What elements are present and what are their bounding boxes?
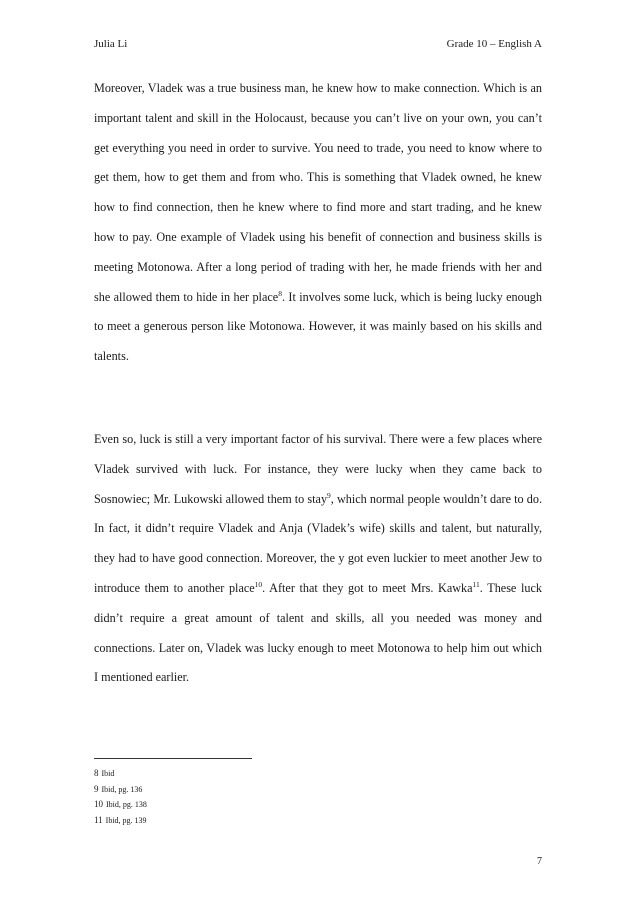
footnote-11 bbox=[94, 813, 147, 829]
footnote-number: 10 bbox=[94, 799, 103, 809]
footnote-ref-10: 10 bbox=[254, 579, 263, 589]
footnote-text: Ibid bbox=[101, 769, 115, 778]
body-paragraph-2 bbox=[94, 425, 542, 693]
footnote-10 bbox=[94, 797, 147, 813]
footnote-number: 8 bbox=[94, 768, 99, 778]
footnote-separator bbox=[94, 758, 252, 759]
footnote-ref-11: 11 bbox=[472, 579, 480, 589]
paragraph-text: . These luck didn’t require a great amount of talent and skills, all you needed was money and connections. Later on, Vladek was lucky enough to meet Motonowa to help him out which I mentioned earlier. bbox=[94, 580, 542, 685]
paragraph-text: . After that they got to meet Mrs. Kawka bbox=[262, 580, 473, 595]
footnote-9 bbox=[94, 782, 147, 798]
page-number: 7 bbox=[537, 856, 542, 867]
header-course: Grade 10 – English A bbox=[446, 38, 542, 50]
header-author: Julia Li bbox=[94, 38, 128, 50]
footnotes bbox=[94, 766, 147, 828]
paragraph-text: Even so, luck is still a very important factor of his survival. There were a few places where Vladek survived with luck. For instance, they were lucky when they came back to Sosnowiec; Mr. Lukowski allowed them to stay bbox=[94, 432, 542, 506]
footnote-text: Ibid, pg. 138 bbox=[106, 800, 147, 809]
footnote-ref-9: 9 bbox=[327, 490, 331, 500]
footnote-text: Ibid, pg. 139 bbox=[105, 815, 147, 825]
footnote-number: 9 bbox=[94, 783, 99, 794]
paragraph-text: , which normal people wouldn’t dare to do. In fact, it didn’t require Vladek and Anja (Vladek’s wife) skills and talent, but naturally, they had to have good connection. Moreover, the y got even luckier to meet another Jew to introduce them to another place bbox=[94, 491, 542, 595]
footnote-ref-8: 8 bbox=[278, 288, 282, 298]
body-paragraph-1 bbox=[94, 74, 542, 372]
paragraph-text: . It involves some luck, which is being lucky enough to meet a generous person like Motonowa. However, it was mainly based on his skills and talents. bbox=[94, 289, 542, 364]
footnote-text: Ibid, pg. 136 bbox=[101, 784, 143, 794]
footnote-8 bbox=[94, 766, 147, 782]
footnote-number: 11 bbox=[94, 814, 103, 825]
paragraph-text: Moreover, Vladek was a true business man, he knew how to make connection. Which is an important talent and skill in the Holocaust, because you can’t live on your own, you can’t get everything you need in order to survive. You need to trade, you need to know where to get them, how to get them and from who. This is something that Vladek owned, he knew how to find connection, then he knew where to find more and start trading, and he knew how to pay. One example of Vladek using his benefit of connection and business skills is meeting Motonowa. After a long period of trading with her, he made friends with her and she allowed them to hide in her place bbox=[94, 81, 542, 304]
